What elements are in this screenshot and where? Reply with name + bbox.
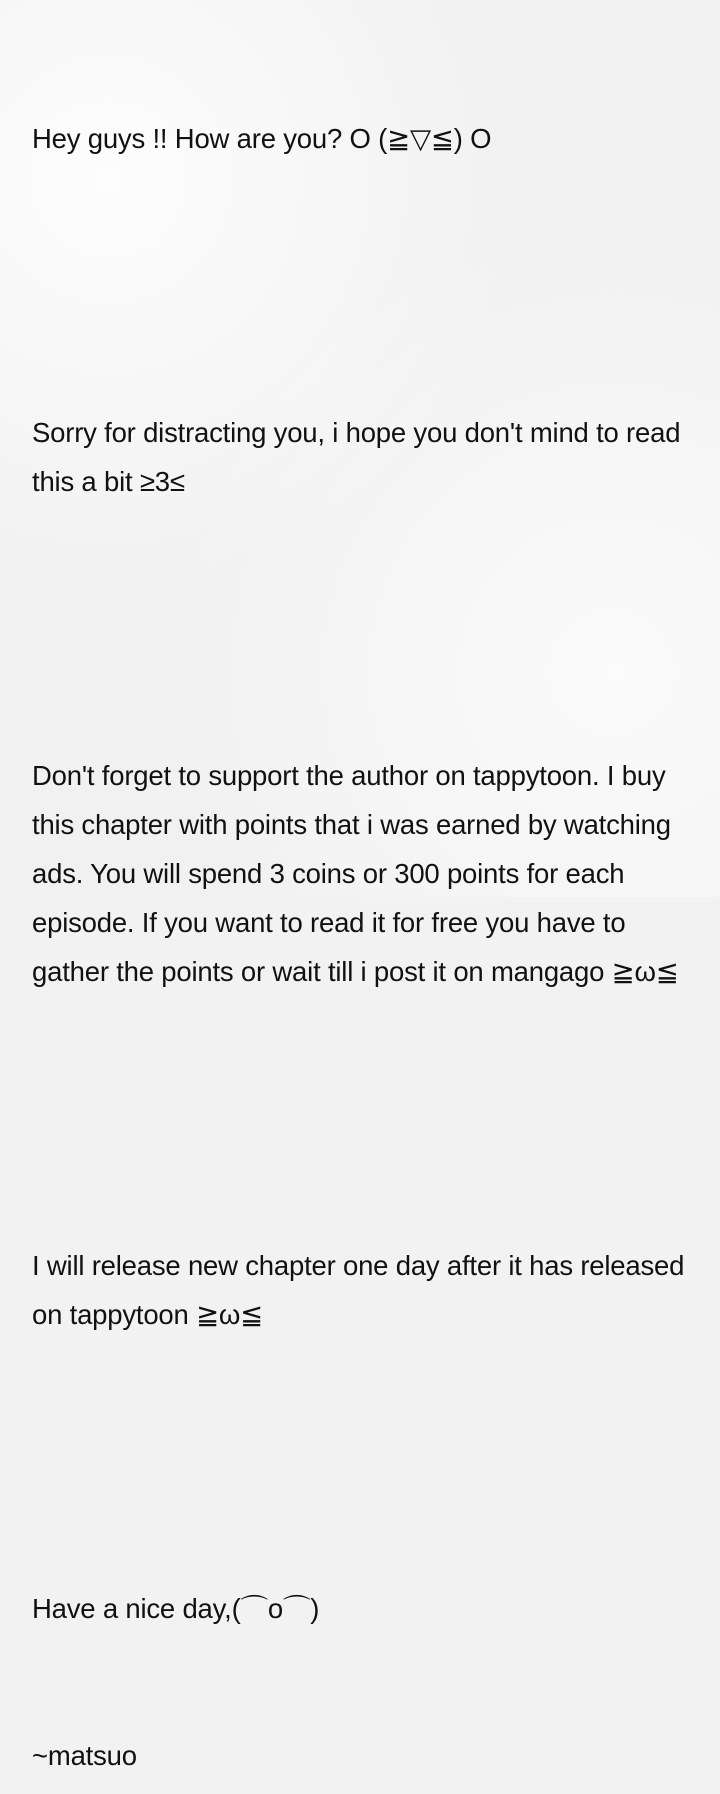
- paragraph-spacer: [32, 1094, 692, 1143]
- paragraph-closing: Have a nice day,(⌒o⌒): [32, 1593, 320, 1624]
- paragraph-spacer: [32, 604, 692, 653]
- paragraph-support-author: Don't forget to support the author on tappytoon. I buy this chapter with points that i was earned by watching ads. You will spend 3 coins or 300 points for each episode. If you want to read it for free you have to gather the points or wait till i post it on mangago ≧ω≦: [32, 760, 679, 987]
- paragraph-apology: Sorry for distracting you, i hope you don't mind to read this a bit ≥3≤: [32, 417, 688, 497]
- paragraph-release-schedule: I will release new chapter one day after it has released on tappytoon ≧ω≦: [32, 1250, 692, 1330]
- paragraph-greeting: Hey guys !! How are you? O (≧▽≦) O: [32, 123, 492, 154]
- paragraph-spacer: [32, 1437, 692, 1486]
- paragraph-spacer: [32, 261, 692, 310]
- signature: ~matsuo: [32, 1740, 137, 1771]
- note-text-body: [32, 16, 692, 1794]
